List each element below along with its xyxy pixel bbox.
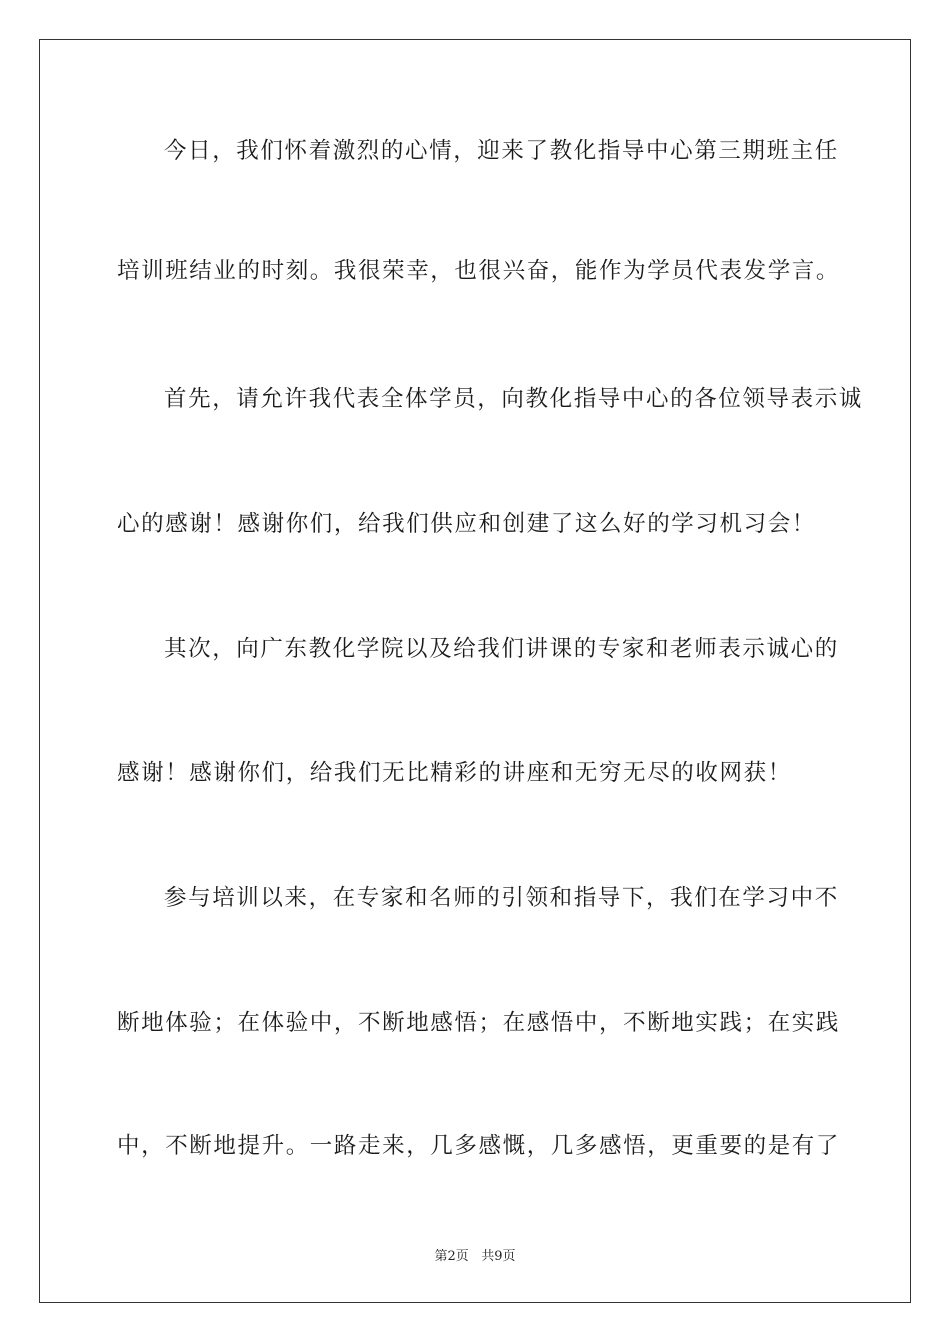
- paragraph-line: 心的感谢！感谢你们，给我们供应和创建了这么好的学习机习会！: [117, 511, 816, 537]
- paragraph-line: 其次，向广东教化学院以及给我们讲课的专家和老师表示诚心的: [164, 636, 839, 662]
- paragraph-line: 今日，我们怀着激烈的心情，迎来了教化指导中心第三期班主任: [164, 138, 839, 164]
- page-footer: [0, 1248, 950, 1266]
- paragraph-line: 感谢！感谢你们，给我们无比精彩的讲座和无穷无尽的收网获！: [117, 760, 792, 786]
- paragraph-line: 断地体验；在体验中，不断地感悟；在感悟中，不断地实践；在实践: [117, 1010, 841, 1036]
- paragraph-line: 参与培训以来，在专家和名师的引领和指导下，我们在学习中不: [164, 885, 839, 911]
- paragraph-line: 中，不断地提升。一路走来，几多感慨，几多感悟，更重要的是有了: [117, 1133, 841, 1159]
- page-border: [39, 39, 911, 1303]
- page-number: 第2页: [434, 1249, 469, 1264]
- paragraph-line: 培训班结业的时刻。我很荣幸，也很兴奋，能作为学员代表发学言。: [117, 258, 841, 284]
- paragraph-line: 首先，请允许我代表全体学员，向教化指导中心的各位领导表示诚: [164, 386, 863, 412]
- page-total: 共9页: [481, 1249, 516, 1264]
